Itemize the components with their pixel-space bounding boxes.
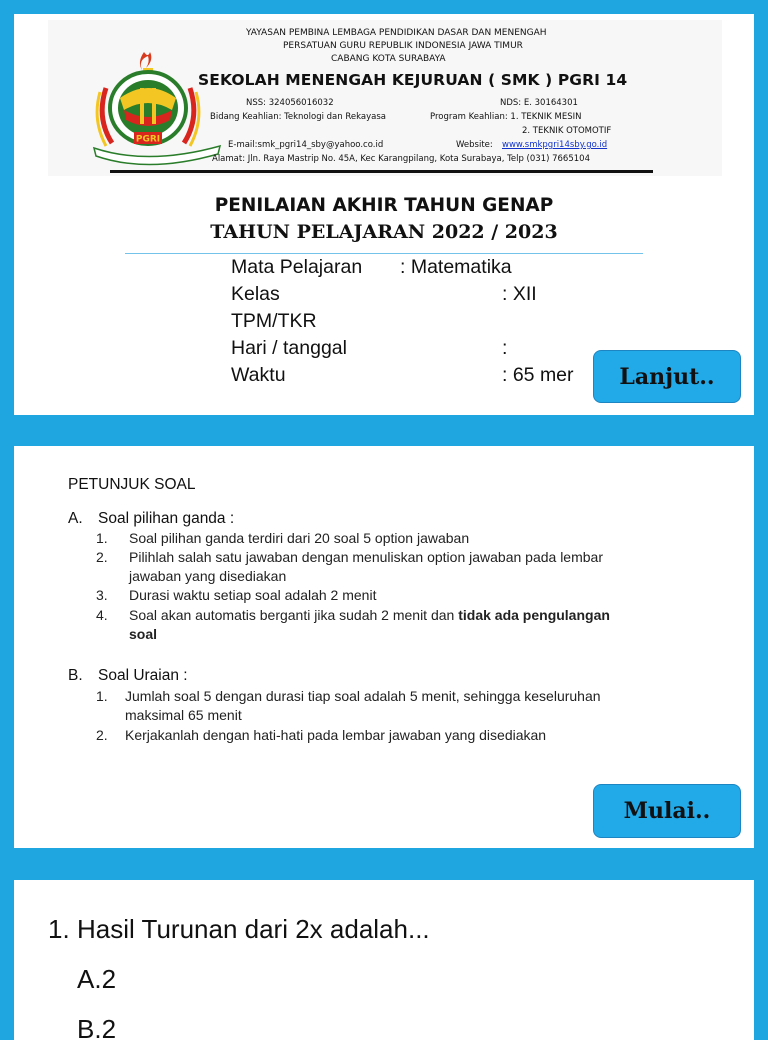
school-letterhead: [48, 20, 722, 176]
section-b-item-1: Jumlah soal 5 dengan durasi tiap soal adalah 5 menit, sehingga keseluruhan: [125, 688, 601, 704]
time-label: Waktu: [231, 364, 286, 386]
section-a-item-4-cont: soal: [129, 626, 158, 642]
time-value: : 65 mer: [502, 364, 574, 386]
section-a-item-3: Durasi waktu setiap soal adalah 2 menit: [129, 587, 377, 603]
date-value: :: [502, 337, 508, 359]
cover-slide: [14, 14, 754, 415]
section-b-item-2: Kerjakanlah dengan hati-hati pada lembar jawaban yang disediakan: [125, 727, 547, 743]
nss-text: NSS: 324056016032: [246, 98, 334, 108]
letterhead-divider: [110, 170, 653, 173]
nds-text: NDS: E. 30164301: [500, 98, 578, 108]
section-b-title: Soal Uraian :: [98, 667, 188, 684]
class-program: TPM/TKR: [231, 310, 317, 332]
section-a-item-4-text: Soal akan automatis berganti jika sudah 2 menit dan: [129, 607, 459, 623]
section-b-marker: B.: [68, 667, 83, 684]
branch-line: CABANG KOTA SURABAYA: [331, 54, 446, 64]
subject-label: Mata Pelajaran: [231, 256, 363, 278]
section-a-title: Soal pilihan ganda :: [98, 510, 235, 527]
class-label: Kelas: [231, 283, 280, 305]
association-line: PERSATUAN GURU REPUBLIK INDONESIA JAWA TIMUR: [283, 41, 523, 51]
section-a-item-4-emphasis: tidak ada pengulangan: [458, 607, 610, 623]
section-a-item-1-number: 1.: [96, 530, 108, 546]
exam-title: PENILAIAN AKHIR TAHUN GENAP: [214, 195, 554, 216]
website-label: Website:: [456, 140, 493, 150]
email-text: E-mail:smk_pgri14_sby@yahoo.co.id: [228, 140, 384, 150]
date-label: Hari / tanggal: [231, 337, 347, 359]
program-text-2: 2. TEKNIK OTOMOTIF: [522, 126, 612, 136]
address-text: Alamat: Jln. Raya Mastrip No. 45A, Kec Karangpilang, Kota Surabaya, Telp (031) 7665104: [212, 154, 590, 164]
foundation-line: YAYASAN PEMBINA LEMBAGA PENDIDIKAN DASAR DAN MENENGAH: [246, 28, 547, 38]
instructions-slide: [14, 446, 754, 848]
question-number: 1.: [48, 914, 70, 944]
instructions-heading: PETUNJUK SOAL: [68, 476, 196, 493]
option-b[interactable]: B.2: [77, 1014, 117, 1040]
option-a[interactable]: A.2: [77, 964, 117, 994]
section-b-item-1-number: 1.: [96, 688, 108, 704]
section-a-item-1: Soal pilihan ganda terdiri dari 20 soal 5 option jawaban: [129, 530, 470, 546]
subject-value: : Matematika: [400, 256, 512, 278]
website-link[interactable]: www.smkpgri14sby.go.id: [502, 140, 608, 150]
title-divider: [125, 253, 643, 254]
school-name: SEKOLAH MENENGAH KEJURUAN ( SMK ) PGRI 14: [198, 71, 628, 89]
start-button[interactable]: Mulai..: [593, 784, 741, 838]
program-text: Program Keahlian: 1. TEKNIK MESIN: [430, 112, 582, 122]
question-slide: [14, 880, 754, 1040]
class-value: : XII: [502, 283, 537, 305]
section-a-item-4: [129, 607, 610, 623]
svg-text:PGRI: PGRI: [135, 134, 161, 145]
field-text: Bidang Keahlian: Teknologi dan Rekayasa: [210, 112, 386, 122]
academic-year: TAHUN PELAJARAN 2022 / 2023: [210, 221, 558, 243]
section-a-item-2: Pilihlah salah satu jawaban dengan menuliskan option jawaban pada lembar: [129, 549, 603, 565]
pgri-logo: [92, 48, 222, 173]
section-b-item-2-number: 2.: [96, 727, 108, 743]
section-a-item-2-number: 2.: [96, 549, 108, 565]
section-b-item-1-cont: maksimal 65 menit: [125, 707, 242, 723]
next-button[interactable]: Lanjut..: [593, 350, 741, 403]
section-a-marker: A.: [68, 510, 83, 527]
question-text: Hasil Turunan dari 2x adalah...: [77, 914, 430, 944]
section-a-item-2-cont: jawaban yang disediakan: [129, 568, 287, 584]
section-a-item-4-number: 4.: [96, 607, 108, 623]
section-a-item-3-number: 3.: [96, 587, 108, 603]
